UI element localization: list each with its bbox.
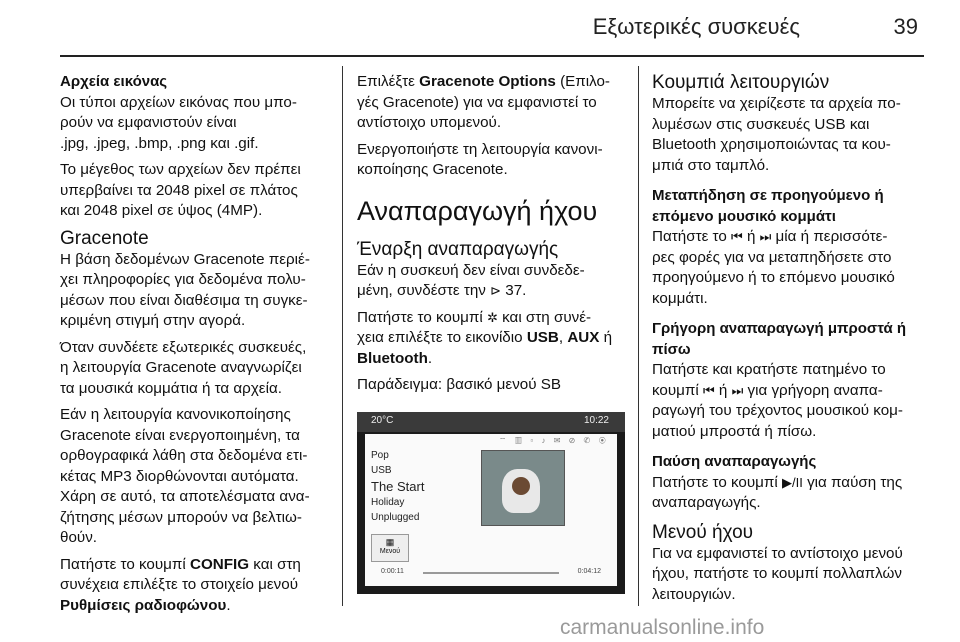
text-run: , xyxy=(558,329,568,346)
text-line: Μπορείτε να χειρίζεστε τα αρχεία πο‐ xyxy=(652,95,901,112)
text-run: Πατήστε το xyxy=(652,228,732,245)
total-time: 0:04:12 xyxy=(577,568,601,575)
screen-list-item: USB xyxy=(371,465,392,476)
subheading-pause: Παύση αναπαραγωγής xyxy=(652,453,817,470)
text-line xyxy=(357,72,625,93)
usb-label: USB xyxy=(526,329,559,346)
text-run: χεια επιλέξτε το εικονίδιο xyxy=(357,329,527,346)
screen-status-icons: ⌔ ▥ ▫ ♪ ✉ ⊘ ✆ ◉ xyxy=(498,436,609,445)
text-run: και στη xyxy=(249,555,301,573)
text-run: κουμπί xyxy=(652,381,703,399)
text-run: 37. xyxy=(501,282,527,299)
text-line: Οι τύποι αρχείων εικόνας που μπο‐ xyxy=(60,93,297,111)
text-line: Πατήστε και κρατήστε πατημένο το xyxy=(652,361,886,378)
text-line: και 2048 pixel σε ύψος (4MP). xyxy=(60,202,263,219)
text-line: προηγούμενο ή το επόμενο μουσικό xyxy=(652,269,895,286)
text-line: γές Gracenote) για να εμφανιστεί το xyxy=(357,93,597,111)
text-line: .jpg, .jpeg, .bmp, .png και .gif. xyxy=(60,134,259,152)
text-line: Για να εμφανιστεί το αντίστοιχο μενού xyxy=(652,544,903,562)
text-line: Παράδειγμα: βασικό μενού SB xyxy=(357,376,562,393)
text-line: χει πληροφορίες για δεδομένα πολυ‐ xyxy=(60,271,306,288)
text-line: ρες φορές για να μεταπηδήσετε στο xyxy=(652,248,892,266)
text-line: ζήτησης μέσων μπορούν να βελτιω‐ xyxy=(60,508,302,526)
text-line: τα μουσικά κομμάτια ή τα αρχεία. xyxy=(60,379,282,397)
text-line xyxy=(60,555,328,576)
text-line: Gracenote είναι ενεργοποιημένη, τα xyxy=(60,426,300,444)
screen-temperature: 20°C xyxy=(371,415,394,426)
gracenote-options-label: Gracenote Options xyxy=(419,73,556,90)
text-line: μέσων που είναι διαθέσιμα τη συγκε‐ xyxy=(60,291,308,309)
text-run: ή xyxy=(742,228,760,245)
text-run: για παύση της xyxy=(802,473,903,491)
column-divider-1 xyxy=(342,66,343,606)
text-line: ρούν να εμφανιστούν είναι xyxy=(60,114,237,131)
elapsed-time: 0:00:11 xyxy=(381,568,404,575)
screen-status-bar xyxy=(357,412,625,432)
subheading-fast-forward: Γρήγορη αναπαραγωγή μπροστά ή xyxy=(652,320,907,337)
radio-settings-label: Ρυθμίσεις ραδιοφώνου xyxy=(60,596,227,614)
text-run: μία ή περισσότε‐ xyxy=(771,228,888,245)
text-line: Εάν η συσκευή δεν είναι συνδεδε‐ xyxy=(357,261,585,279)
next-track-icon: ⏭ xyxy=(731,382,744,398)
album-art xyxy=(481,450,565,526)
screen-track-info xyxy=(371,448,424,525)
section-heading-start-playback: Έναρξη αναπαραγωγής xyxy=(357,238,559,260)
text-line: κοποίησης Gracenote. xyxy=(357,161,508,178)
section-heading-audio-menu: Μενού ήχου xyxy=(652,521,754,543)
infotainment-screen-image xyxy=(357,412,625,594)
text-line: η λειτουργία Gracenote αναγνωρίζει xyxy=(60,359,302,376)
column-2 xyxy=(357,72,625,396)
text-line xyxy=(357,308,625,329)
text-run: και στη συνέ‐ xyxy=(497,308,592,326)
text-run: για γρήγορη αναπα‐ xyxy=(743,381,883,399)
text-run: . xyxy=(226,596,231,614)
text-line: θούν. xyxy=(60,529,98,546)
aux-label: AUX xyxy=(567,329,600,346)
text-line xyxy=(652,227,924,248)
play-pause-icon: ▶/II xyxy=(782,474,803,490)
text-line xyxy=(60,596,328,617)
text-run: Πατήστε το κουμπί xyxy=(60,555,190,573)
section-heading-gracenote: Gracenote xyxy=(60,227,149,249)
next-track-icon: ⏭ xyxy=(759,229,772,244)
config-button-label: CONFIG xyxy=(190,555,250,573)
section-heading-function-buttons: Κουμπιά λειτουργιών xyxy=(652,72,830,93)
progress-bar xyxy=(423,572,559,574)
text-line: κριμένη στιγμή στην αγορά. xyxy=(60,312,246,329)
section-heading-audio-playback: Αναπαραγωγή ήχου xyxy=(357,195,598,226)
text-run: ή xyxy=(714,381,732,399)
page-header-title: Εξωτερικές συσκευές xyxy=(592,14,800,39)
text-line xyxy=(357,281,625,302)
header-rule xyxy=(60,55,924,57)
previous-track-icon: ⏮ xyxy=(731,229,743,244)
text-line: ορθογραφικά λάθη στα δεδομένα ετι‐ xyxy=(60,447,308,464)
text-run: . xyxy=(427,349,433,367)
screen-list-item: Pop xyxy=(371,450,389,461)
text-line: αντίστοιχο υπομενού. xyxy=(357,114,502,131)
text-line: Bluetooth χρησιμοποιώντας τα κου‐ xyxy=(652,136,891,153)
subheading-skip-track: Μεταπήδηση σε προηγούμενο ή xyxy=(652,187,884,204)
page-number: 39 xyxy=(893,14,918,39)
screen-clock: 10:22 xyxy=(583,415,609,426)
text-run: (Επιλο‐ xyxy=(555,73,610,90)
bluetooth-label: Bluetooth xyxy=(357,349,428,367)
column-3 xyxy=(652,72,924,605)
text-line: ήχου, πατήστε το κουμπί πολλαπλών xyxy=(652,565,902,582)
text-line: υπερβαίνει τα 2048 pixel σε πλάτος xyxy=(60,181,298,199)
text-line: Όταν συνδέετε εξωτερικές συσκευές, xyxy=(60,338,307,356)
section-heading-image-files: Αρχεία εικόνας xyxy=(60,73,168,90)
text-line: Εάν η λειτουργία κανονικοποίησης xyxy=(60,406,291,423)
text-run: Επιλέξτε xyxy=(357,73,420,90)
home-icon: ✲ xyxy=(487,309,498,325)
previous-track-icon: ⏮ xyxy=(702,382,715,398)
text-line: αναπαραγωγής. xyxy=(652,494,761,511)
column-divider-2 xyxy=(638,66,639,606)
text-line: Χάρη σε αυτό, τα αποτελέσματα ανα‐ xyxy=(60,488,310,505)
screen-list-item: The Start xyxy=(371,479,425,494)
text-line: κέτας MP3 διορθώνονται αυτόματα. xyxy=(60,467,299,485)
screen-list-item: Holiday xyxy=(371,497,405,508)
screen-list-item: Unplugged xyxy=(371,512,420,523)
text-line: συνέχεια επιλέξτε το στοιχείο μενού xyxy=(60,576,299,593)
screen-menu-button xyxy=(371,534,409,562)
text-line: μπιά στο ταμπλό. xyxy=(652,156,770,174)
text-line: Ενεργοποιήστε τη λειτουργία κανονι‐ xyxy=(357,140,603,158)
text-line: λειτουργιών. xyxy=(652,585,736,603)
screen-media-panel xyxy=(365,434,617,586)
text-line xyxy=(357,328,625,349)
text-line: λυμέσων στις συσκευές USB και xyxy=(652,115,870,133)
subheading-skip-track-2: επόμενο μουσικό κομμάτι xyxy=(652,207,836,225)
text-line: Η βάση δεδομένων Gracenote περιέ‐ xyxy=(60,250,310,268)
watermark-text: carmanualsonline.info xyxy=(560,616,765,639)
screen-menu-label: Μενού xyxy=(379,548,401,555)
text-run: μένη, συνδέστε την xyxy=(357,282,491,299)
text-line: ματιού μπροστά ή πίσω. xyxy=(652,422,817,440)
text-line: ραγωγή του τρέχοντος μουσικού κομ‐ xyxy=(652,402,903,419)
text-line xyxy=(652,381,924,402)
text-line: κομμάτι. xyxy=(652,289,708,307)
subheading-fast-forward-2: πίσω xyxy=(652,340,691,358)
text-line: Το μέγεθος των αρχείων δεν πρέπει xyxy=(60,161,301,178)
text-run: Πατήστε το κουμπί xyxy=(652,473,782,491)
text-run: Πατήστε το κουμπί xyxy=(357,308,487,326)
reference-arrow-icon: ⊳ xyxy=(490,283,502,298)
text-line xyxy=(652,473,924,494)
menu-grid-icon: ▦ xyxy=(385,537,395,547)
screen-progress xyxy=(371,566,611,580)
column-1 xyxy=(60,72,328,616)
text-run: ή xyxy=(599,329,613,346)
text-line xyxy=(357,349,625,370)
